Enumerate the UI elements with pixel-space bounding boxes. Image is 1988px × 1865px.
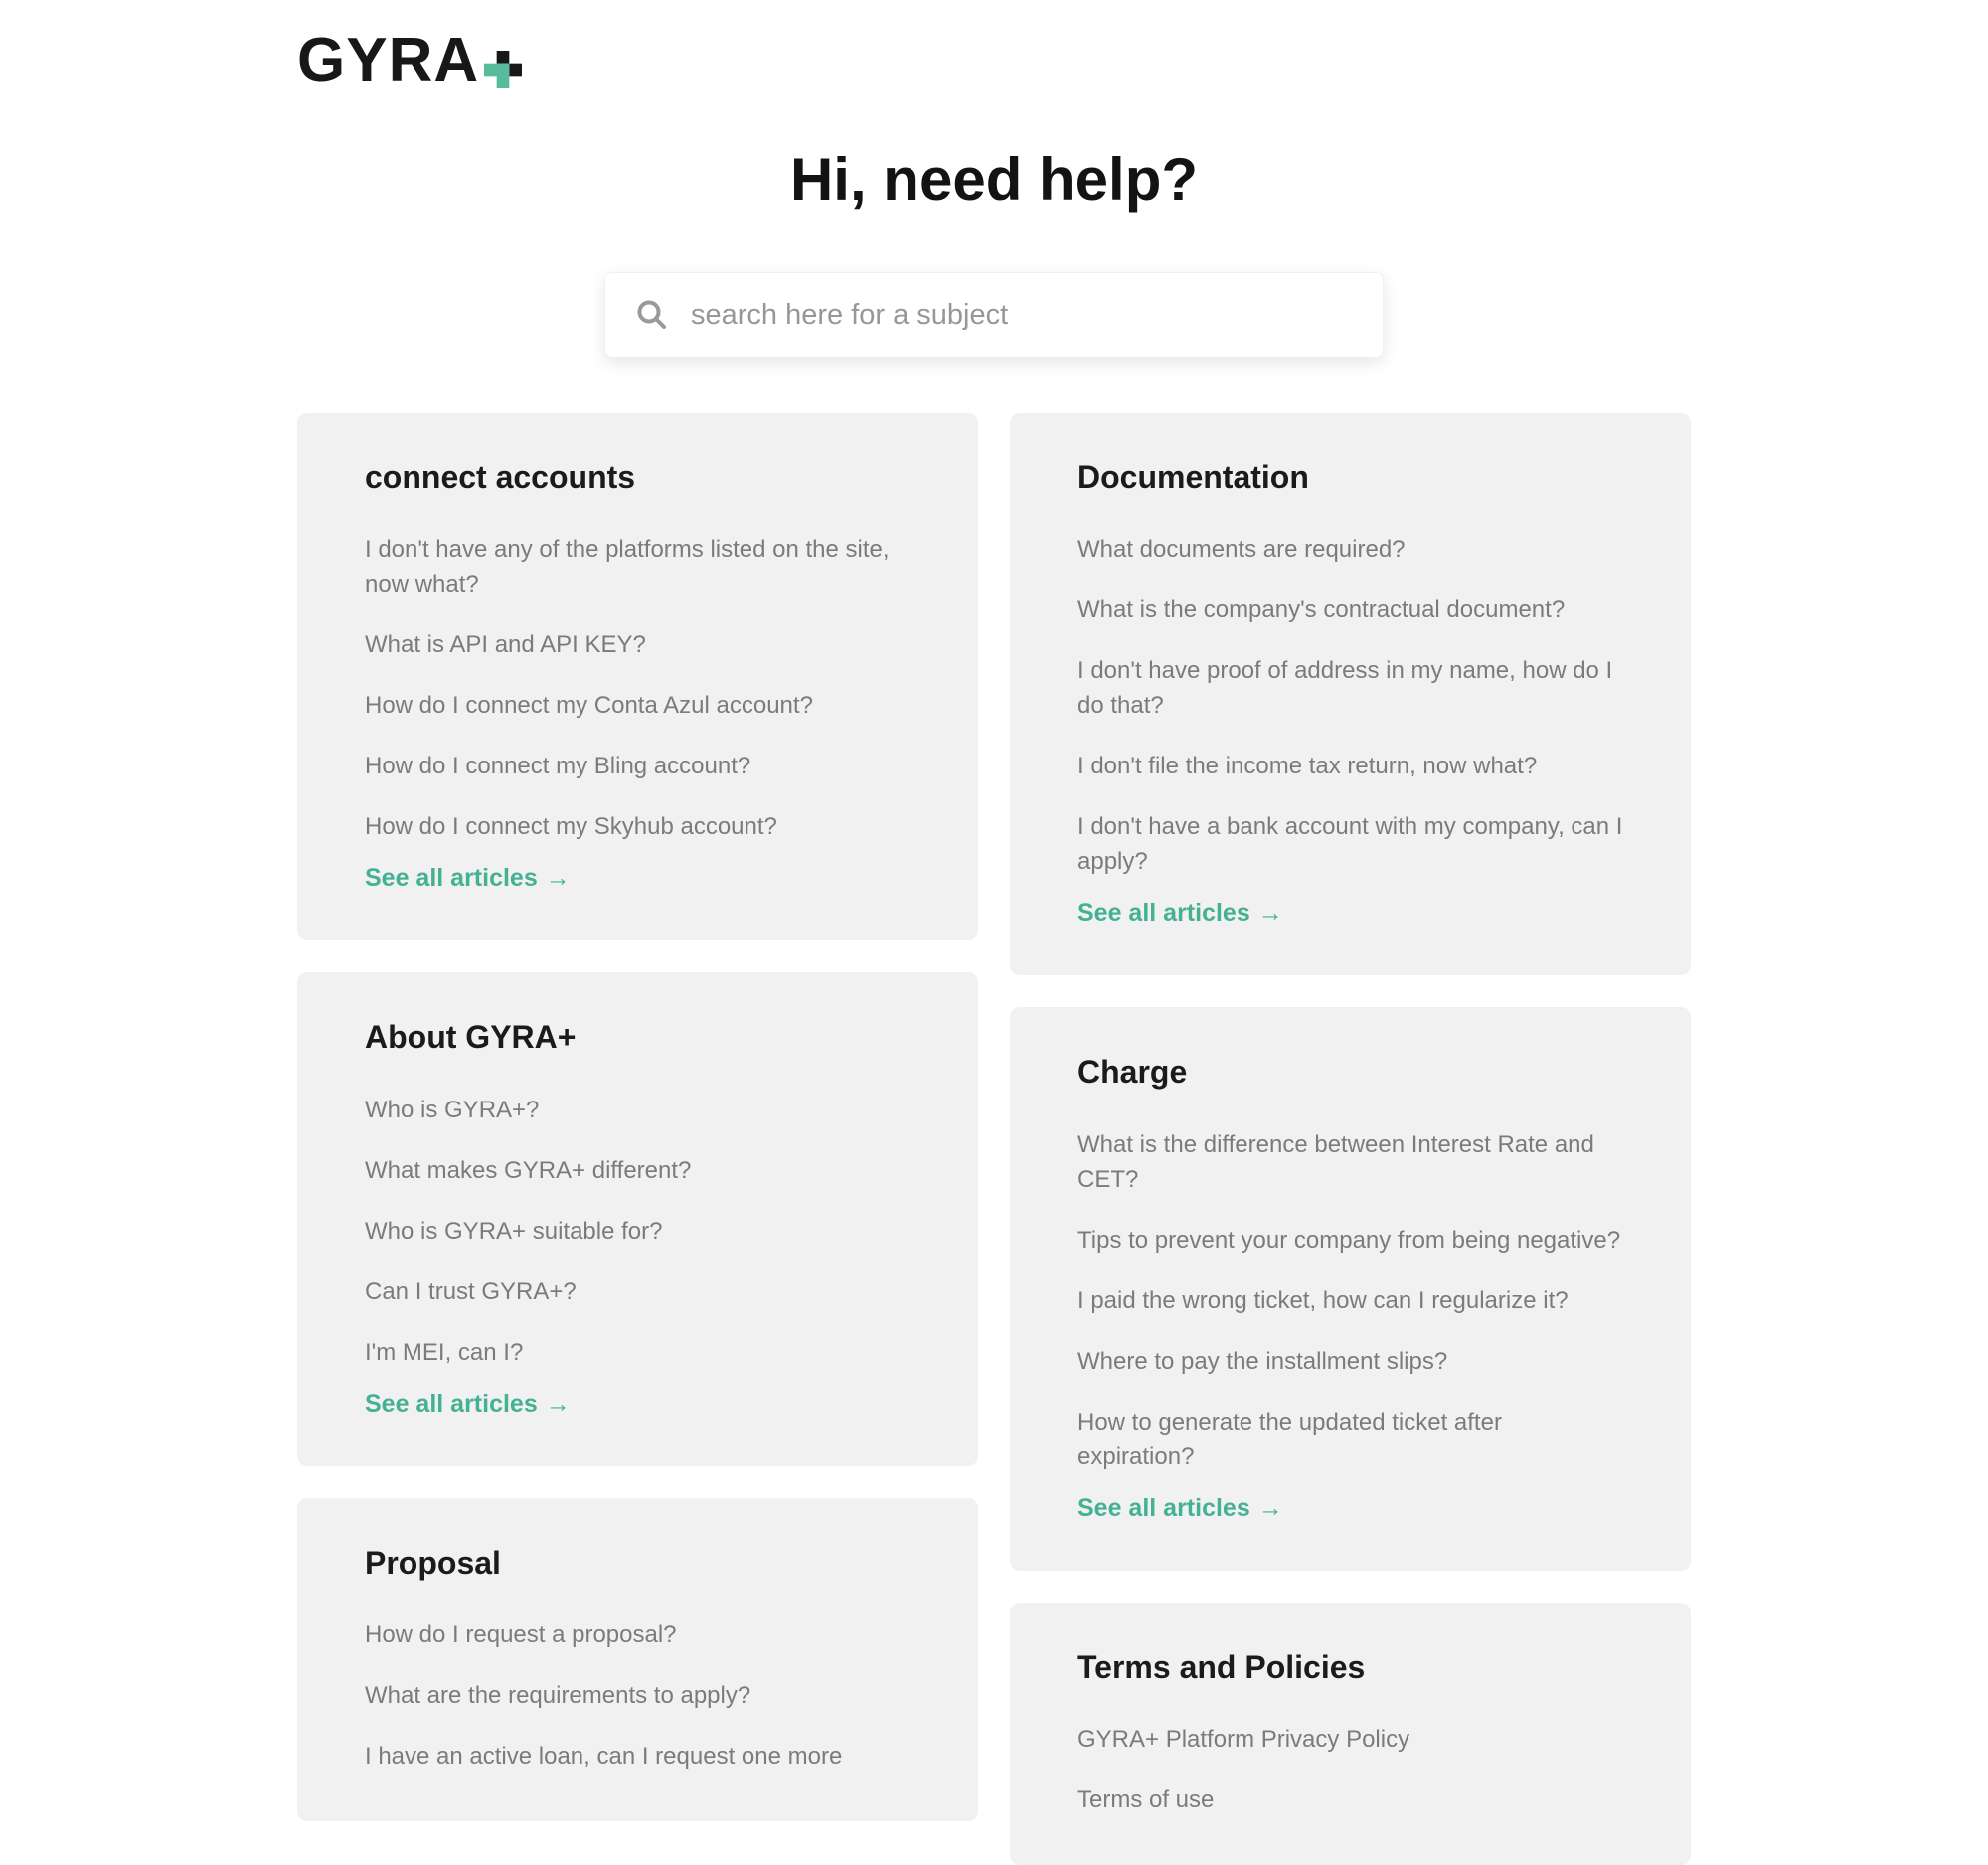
- article-link[interactable]: I don't have proof of address in my name, how do I do that?: [1077, 657, 1613, 720]
- article-list: [1077, 1722, 1623, 1817]
- article-link[interactable]: How do I connect my Conta Azul account?: [365, 692, 813, 720]
- see-all-articles-link[interactable]: [365, 1390, 571, 1419]
- see-all-articles-link[interactable]: [1077, 1494, 1283, 1523]
- right-column: [1010, 413, 1691, 1865]
- article-link[interactable]: I don't file the income tax return, now what?: [1077, 753, 1538, 780]
- search-input[interactable]: [689, 298, 1353, 333]
- arrow-right-icon: →: [1257, 1493, 1283, 1522]
- article-link[interactable]: What is the difference between Interest Rate and CET?: [1077, 1130, 1594, 1193]
- article-link[interactable]: How do I connect my Skyhub account?: [365, 813, 777, 841]
- article-link[interactable]: What makes GYRA+ different?: [365, 1156, 692, 1184]
- arrow-right-icon: →: [1257, 899, 1283, 928]
- see-all-label: See all articles: [365, 1389, 538, 1418]
- article-link[interactable]: I'm MEI, can I?: [365, 1338, 524, 1366]
- article-list: [365, 1617, 911, 1774]
- article-list: [1077, 532, 1623, 879]
- card-title: Charge: [1077, 1054, 1188, 1091]
- article-link[interactable]: How do I request a proposal?: [365, 1621, 677, 1649]
- article-link[interactable]: Who is GYRA+?: [365, 1096, 540, 1123]
- article-list: [365, 532, 911, 844]
- plus-icon: [484, 51, 522, 88]
- article-link[interactable]: I don't have any of the platforms listed on the site, now what?: [365, 536, 890, 598]
- article-list: [365, 1093, 911, 1370]
- card-charge: [1010, 1007, 1691, 1570]
- see-all-label: See all articles: [365, 864, 538, 893]
- article-link[interactable]: GYRA+ Platform Privacy Policy: [1077, 1726, 1410, 1754]
- card-title: Documentation: [1077, 459, 1309, 495]
- card-about-gyra: [297, 972, 978, 1465]
- card-title: Proposal: [365, 1544, 501, 1581]
- article-link[interactable]: What is the company's contractual document?: [1077, 596, 1566, 624]
- left-column: [297, 413, 978, 1821]
- see-all-articles-link[interactable]: [365, 864, 571, 893]
- card-proposal: [297, 1498, 978, 1821]
- article-link[interactable]: What are the requirements to apply?: [365, 1682, 751, 1710]
- search-box[interactable]: [604, 272, 1384, 358]
- article-list: [1077, 1127, 1623, 1474]
- page-title: Hi, need help?: [789, 146, 1199, 213]
- article-link[interactable]: What documents are required?: [1077, 536, 1406, 564]
- article-link[interactable]: I have an active loan, can I request one more: [365, 1743, 843, 1771]
- article-link[interactable]: I paid the wrong ticket, how can I regularize it?: [1077, 1286, 1569, 1314]
- card-title: About GYRA+: [365, 1019, 577, 1056]
- article-link[interactable]: Tips to prevent your company from being negative?: [1077, 1226, 1621, 1254]
- article-link[interactable]: Terms of use: [1077, 1786, 1215, 1814]
- search-icon: [635, 298, 669, 332]
- article-link[interactable]: What is API and API KEY?: [365, 631, 646, 659]
- gyra-logo[interactable]: [297, 0, 522, 94]
- card-grid: [297, 413, 1691, 1865]
- see-all-articles-link[interactable]: [1077, 899, 1283, 928]
- card-documentation: [1010, 413, 1691, 975]
- article-link[interactable]: Where to pay the installment slips?: [1077, 1347, 1448, 1375]
- see-all-label: See all articles: [1077, 899, 1250, 928]
- card-terms-policies: [1010, 1603, 1691, 1865]
- article-link[interactable]: I don't have a bank account with my company, can I apply?: [1077, 813, 1623, 876]
- card-connect-accounts: [297, 413, 978, 940]
- article-link[interactable]: Can I trust GYRA+?: [365, 1277, 577, 1305]
- article-link[interactable]: How to generate the updated ticket after expiration?: [1077, 1408, 1502, 1470]
- card-title: connect accounts: [365, 459, 636, 495]
- article-link[interactable]: Who is GYRA+ suitable for?: [365, 1217, 663, 1245]
- help-center-page: [297, 0, 1691, 1865]
- arrow-right-icon: →: [545, 1389, 571, 1418]
- card-title: Terms and Policies: [1077, 1648, 1366, 1685]
- logo-text: GYRA: [297, 26, 480, 94]
- article-link[interactable]: How do I connect my Bling account?: [365, 753, 751, 780]
- arrow-right-icon: →: [545, 864, 571, 893]
- see-all-label: See all articles: [1077, 1493, 1250, 1522]
